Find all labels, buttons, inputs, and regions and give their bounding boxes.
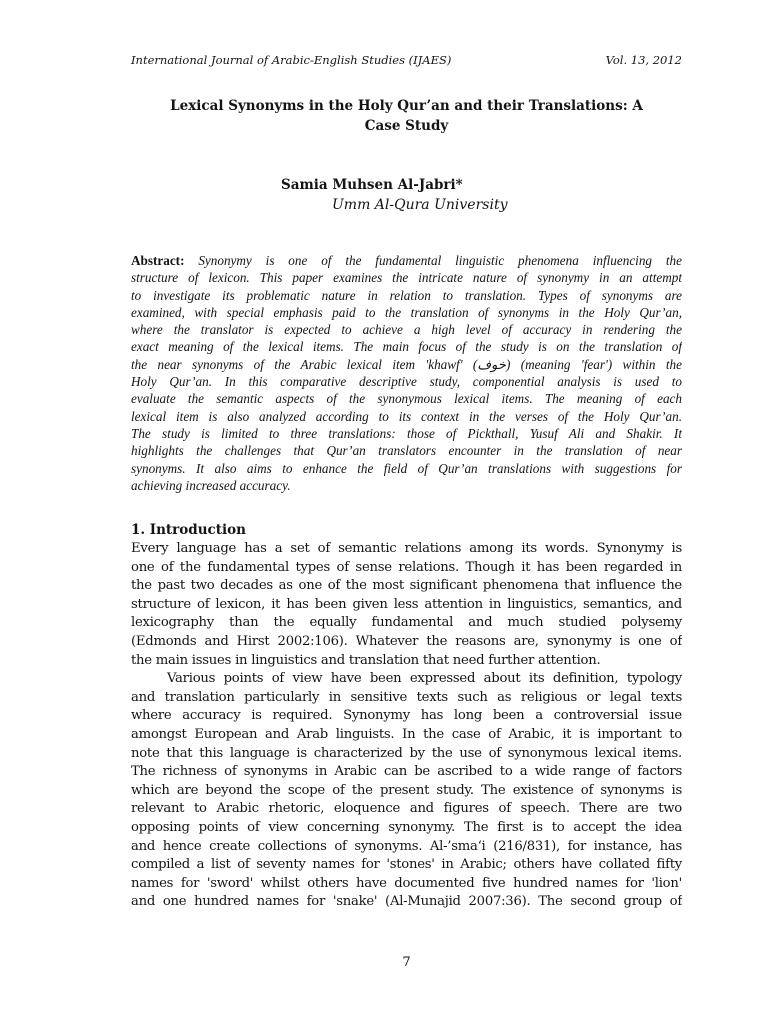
body-line: amongst European and Arab linguists. In the case of Arabic, it is important to	[131, 726, 682, 742]
abstract-line: The study is limited to three translations: those of Pickthall, Yusuf Ali and Shakir. It	[131, 425, 682, 441]
abstract-line: where the translator is expected to achieve a high level of accuracy in rendering the	[131, 322, 682, 338]
author-name: Samia Muhsen Al-Jabri*	[281, 177, 463, 193]
abstract-line: exact meaning of the lexical items. The main focus of the study is on the translation of	[131, 339, 682, 355]
abstract-line: lexical item is also analyzed according to its context in the verses of the Holy Qur’an.	[131, 408, 682, 424]
author-block	[131, 175, 682, 215]
section-heading: 1. Introduction	[131, 522, 246, 538]
body-line: the main issues in linguistics and translation that need further attention.	[131, 652, 601, 668]
body-line: which are beyond the scope of the present study. The existence of synonyms is	[131, 782, 682, 798]
body-text	[131, 540, 682, 912]
body-line: compiled a list of seventy names for 'stones' in Arabic; others have collated fifty	[131, 857, 682, 873]
abstract	[131, 252, 682, 494]
abstract-text: Synonymy is one of the fundamental linguistic phenomena influencing the	[184, 253, 682, 268]
body-line: lexicography than the equally fundamental and much studied polysemy	[131, 615, 682, 631]
body-line: opposing points of view concerning synonymy. The first is to accept the idea	[131, 819, 682, 835]
body-line: Every language has a set of semantic relations among its words. Synonymy is	[131, 541, 682, 556]
body-line: relevant to Arabic rhetoric, eloquence and figures of speech. There are two	[131, 801, 682, 817]
abstract-line: evaluate the semantic aspects of the synonymous lexical items. The meaning of each	[131, 391, 682, 407]
abstract-line: synonyms. It also aims to enhance the field of Qur’an translations with suggestions for	[131, 460, 682, 476]
title-line-1: Lexical Synonyms in the Holy Qur’an and their Translations: A	[170, 98, 643, 114]
abstract-line: Holy Qur’an. In this comparative descriptive study, componential analysis is used to	[131, 374, 682, 390]
body-line: and translation particularly in sensitive texts such as religious or legal texts	[131, 689, 682, 705]
article-title	[131, 96, 682, 136]
body-line: and one hundred names for 'snake' (Al-Munajid 2007:36). The second group of	[131, 894, 682, 910]
abstract-line: structure of lexicon. This paper examines the intricate nature of synonymy in an attempt	[131, 270, 682, 286]
body-line: one of the fundamental types of sense relations. Though it has been regarded in	[131, 559, 682, 575]
body-line: structure of lexicon, it has been given less attention in linguistics, semantics, and	[131, 596, 682, 612]
body-line: Various points of view have been expressed about its definition, typology	[167, 671, 682, 687]
body-line: the past two decades as one of the most significant phenomena that influence the	[131, 578, 682, 594]
body-line: where accuracy is required. Synonymy has long been a controversial issue	[131, 708, 682, 724]
volume-info: Vol. 13, 2012	[605, 53, 682, 67]
body-line: and hence create collections of synonyms. Al-’sma‘i (216/831), for instance, has	[131, 838, 682, 854]
abstract-line	[131, 252, 682, 269]
abstract-line: achieving increased accuracy.	[131, 477, 291, 493]
abstract-line: examined, with special emphasis paid to the translation of synonyms in the Holy Qur’an,	[131, 304, 682, 320]
abstract-line: highlights the challenges that Qur’an translators encounter in the translation of near	[131, 443, 682, 459]
page-number: 7	[402, 955, 411, 970]
document-page	[131, 0, 682, 1024]
journal-name: International Journal of Arabic-English Studies (IJAES)	[131, 53, 452, 67]
body-line: note that this language is characterized by the use of synonymous lexical items.	[131, 745, 682, 761]
body-line: (Edmonds and Hirst 2002:106). Whatever the reasons are, synonymy is one of	[131, 633, 682, 649]
abstract-line: to investigate its problematic nature in relation to translation. Types of synonyms are	[131, 287, 682, 303]
body-line: names for 'sword' whilst others have documented five hundred names for 'lion'	[131, 875, 682, 891]
abstract-label: Abstract:	[131, 253, 185, 268]
body-line: The richness of synonyms in Arabic can be ascribed to a wide range of factors	[131, 764, 682, 780]
title-line-2: Case Study	[364, 118, 449, 134]
abstract-line: the near synonyms of the Arabic lexical item 'khawf' (خوف) (meaning 'fear') within the	[131, 356, 682, 372]
author-affiliation: Umm Al-Qura University	[332, 197, 508, 213]
